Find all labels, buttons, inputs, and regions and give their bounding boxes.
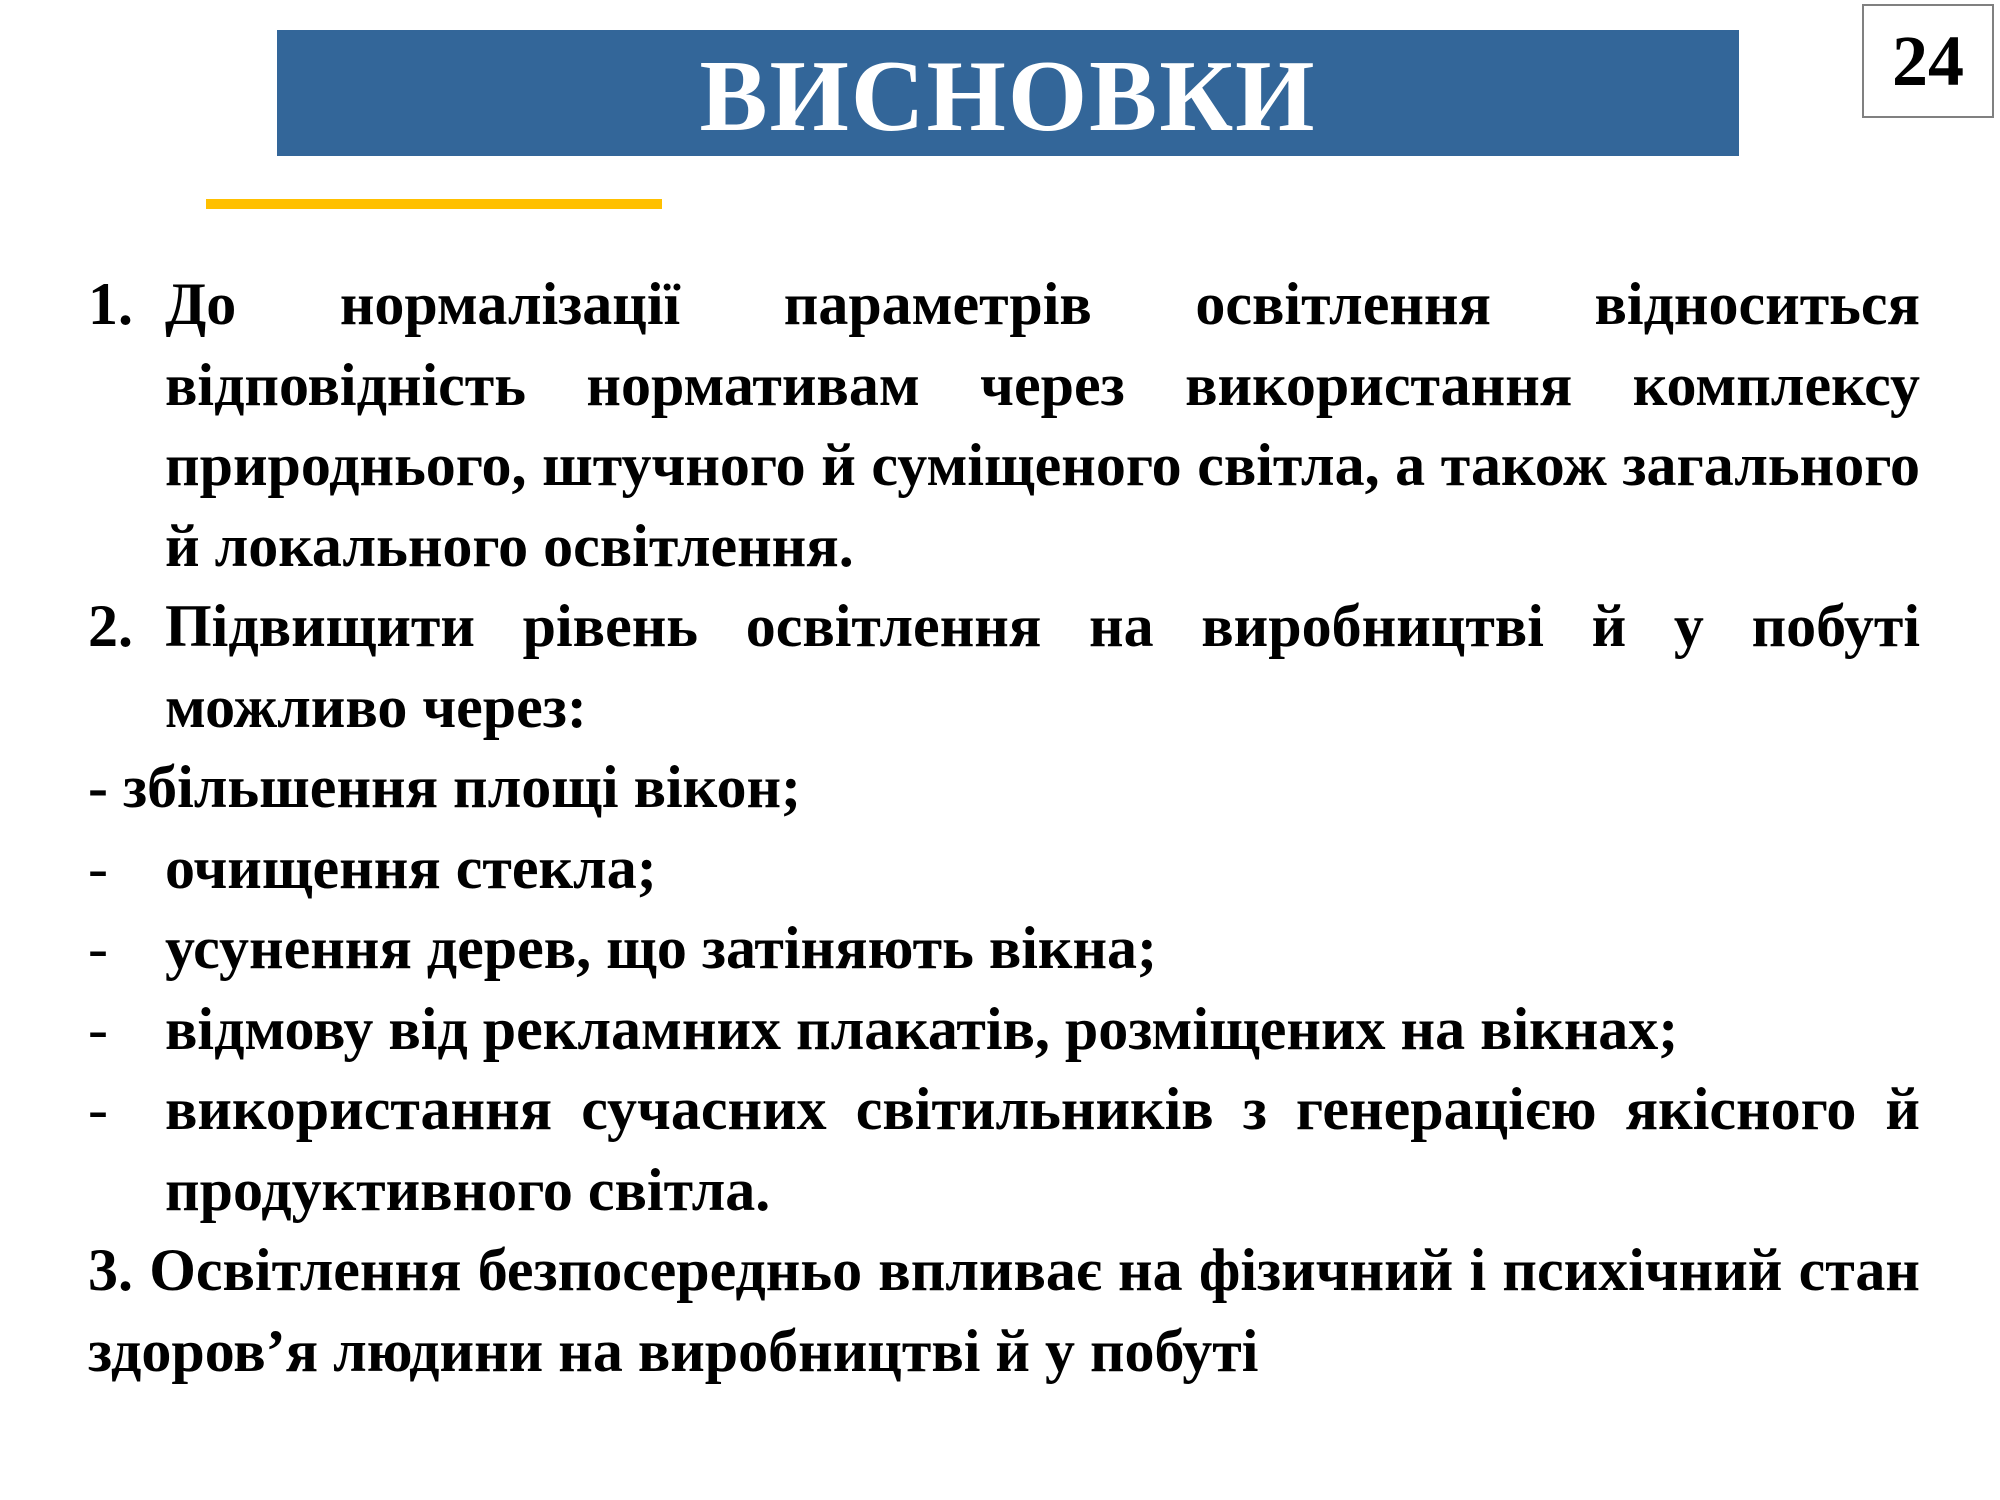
list-item-2 [88,586,1920,747]
bullet-text: відмову від рекламних плакатів, розміщених на вікнах; [165,995,1679,1062]
title-banner [277,30,1739,156]
bullet-item [88,1069,1920,1230]
bullet-marker: - [88,995,108,1062]
list-item-text: Підвищити рівень освітлення на виробництві й у побуті можливо через: [165,593,1920,740]
slide-content [88,264,1920,1391]
slide-title: ВИСНОВКИ [699,40,1317,153]
bullet-marker: - [88,915,108,981]
bullet-text: усунення дерев, що затіняють вікна; [165,915,1158,981]
list-marker: 1. [88,271,133,337]
title-accent-line [206,199,662,209]
bullet-text: очищення стекла; [165,834,657,901]
conclusion-3: 3. Освітлення безпосередньо впливає на фізичний і психічний стан здоров’я людини на виробництві й у побуті [88,1237,1920,1384]
bullet-text: використання сучасних світильників з генерацією якісного й продуктивного світла. [165,1076,1920,1223]
list-item-1 [88,264,1920,586]
bullet-item-first: - збільшення площі вікон; [88,754,801,820]
bullet-item [88,828,1920,909]
bullet-marker: - [88,1076,108,1142]
bullet-marker: - [88,834,108,901]
slide-number: 24 [1862,4,1994,118]
list-item-text: До нормалізації параметрів освітлення відноситься відповідність нормативам через використання комплексу природнього, штучного й суміщеного світла, а також загального й локального освітлення. [165,271,1920,579]
list-marker: 2. [88,593,133,659]
bullet-item [88,989,1920,1070]
bullet-item [88,908,1920,989]
